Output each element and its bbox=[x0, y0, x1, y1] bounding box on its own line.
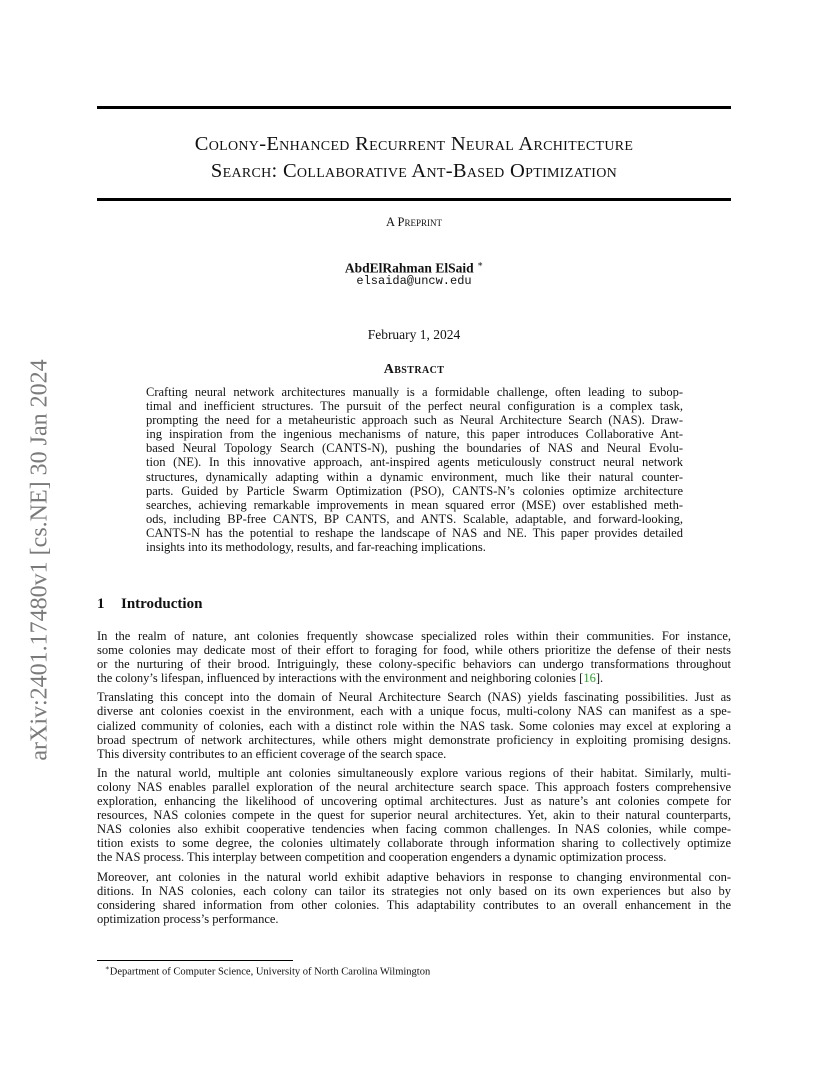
paragraph-line: diverse ant colonies coexist in the environment, each with a unique focus, multi-colony NAS can manifest as a spe- bbox=[97, 704, 731, 719]
preprint-label: A Preprint bbox=[386, 215, 442, 229]
paragraph bbox=[97, 629, 731, 685]
paragraph-line-with-citation bbox=[97, 671, 731, 685]
paragraph-line: Translating this concept into the domain of Neural Architecture Search (NAS) yields fascinating possibilities. Just as bbox=[97, 690, 731, 705]
section-number: 1 bbox=[97, 596, 105, 612]
paragraph-line: tition exists to some degree, the colonies ultimately collaborate through information sharing to collectively optimize bbox=[97, 836, 731, 851]
paragraph-line: broad spectrum of network architectures, while others might demonstrate proficiency in exploiting promising designs. bbox=[97, 732, 731, 747]
paragraph-line: In the natural world, multiple ant colonies simultaneously explore various regions of their habitat. Similarly, multi- bbox=[97, 765, 731, 780]
paragraph bbox=[97, 870, 731, 926]
abstract-line: Crafting neural network architectures manually is a formidable challenge, often leading to subop- bbox=[146, 385, 683, 399]
paragraph-line: Moreover, ant colonies in the natural world exhibit adaptive behaviors in response to changing environmental con- bbox=[97, 869, 731, 884]
title-bottom-rule bbox=[97, 198, 731, 201]
abstract-line: ing inspiration from the ingenious mechanisms of nature, this paper introduces Collaborative Ant- bbox=[146, 427, 683, 442]
citation-prefix: the colony’s lifespan, influenced by interactions with the environment and neighboring colonies [ bbox=[97, 671, 584, 686]
paper-date: February 1, 2024 bbox=[367, 327, 461, 342]
paragraph-line: NAS colonies also exhibit cooperative tendencies when facing common challenges. In NAS colonies, while compe- bbox=[97, 822, 731, 837]
citation-suffix: ]. bbox=[595, 671, 604, 686]
abstract-line: CANTS-N has the potential to reshape the landscape of NAS and NE. This paper provides detailed bbox=[146, 525, 683, 540]
section-body bbox=[97, 629, 731, 931]
paragraph-line: ditions. In NAS colonies, each colony can tailor its strategies not only based on its own experiences but also by bbox=[97, 883, 731, 898]
abstract-body bbox=[146, 385, 683, 554]
abstract-line: prompting the need for a metaheuristic approach such as Neural Architecture Search (NAS). Draw- bbox=[146, 413, 683, 428]
abstract-heading: Abstract bbox=[383, 362, 445, 377]
author-footnote-mark[interactable]: ∗ bbox=[476, 259, 484, 269]
paragraph-line: optimization process’s performance. bbox=[97, 911, 279, 926]
paragraph-line: In the realm of nature, ant colonies frequently showcase specialized roles within their communities. For instance, bbox=[97, 629, 731, 643]
paragraph-line: some colonies may dedicate most of their effort to foraging for food, while others prioritize the defense of their nests bbox=[97, 643, 731, 658]
footnote-mark: ∗ bbox=[105, 964, 110, 972]
abstract-line: searches, achieving remarkable improvements in mean squared error (MSE) over established meth- bbox=[146, 497, 683, 512]
paragraph-line: exploration, enhancing the likelihood of uncovering optimal architectures. Just as nature’s ant colonies compete for bbox=[97, 794, 731, 809]
paragraph-line: considering shared information from other colonies. This adaptability contributes to an overall enhancement in the bbox=[97, 897, 731, 912]
author-email[interactable]: elsaida@uncw.edu bbox=[356, 274, 472, 288]
footnote-rule bbox=[97, 960, 293, 961]
section-heading bbox=[97, 596, 731, 613]
paragraph-line: This diversity contributes to an efficient coverage of the search space. bbox=[97, 746, 447, 761]
paragraph-line: the NAS process. This interplay between competition and cooperation engenders a dynamic optimization process. bbox=[97, 850, 667, 865]
section-title: Introduction bbox=[121, 596, 203, 612]
abstract-line: tion (NE). In this innovative approach, ant-inspired agents meticulously construct neural network bbox=[146, 455, 683, 470]
arxiv-stamp: arXiv:2401.17480v1 [cs.NE] 30 Jan 2024 bbox=[26, 359, 53, 761]
abstract-line: ods, including BP-free CANTS, BP CANTS, and ANTS. Scalable, adaptable, and forward-looking, bbox=[146, 511, 683, 526]
citation-link[interactable]: 16 bbox=[583, 671, 596, 686]
footnote bbox=[105, 964, 430, 978]
footnote-text: Department of Computer Science, University of North Carolina Wilmington bbox=[109, 966, 431, 978]
paper-title bbox=[97, 131, 731, 185]
paragraph-line: or the nurturing of their brood. Intriguingly, these colony-specific behaviors can undergo transformations throughout bbox=[97, 657, 731, 672]
author-name: AbdElRahman ElSaid bbox=[344, 260, 474, 276]
title-line: Colony-Enhanced Recurrent Neural Architecture bbox=[194, 133, 634, 155]
abstract-line: parts. Guided by Particle Swarm Optimization (PSO), CANTS-N’s colonies optimize architecture bbox=[146, 483, 683, 498]
abstract-line: based Neural Topology Search (CANTS-N), pushing the boundaries of NAS and Neural Evolu- bbox=[146, 441, 683, 456]
abstract-line: insights into its methodology, results, and far-reaching implications. bbox=[146, 540, 486, 555]
paragraph-line: cialized community of colonies, each with a distinct role within the NAS task. Some colonies may excel at exploring a bbox=[97, 718, 731, 733]
paragraph-line: resources, NAS colonies compete in the quest for superior neural architectures. Yet, akin to their natural counterparts, bbox=[97, 808, 731, 823]
paragraph-line: colony NAS enables parallel exploration of the neural architecture search space. This approach fosters comprehensive bbox=[97, 779, 731, 794]
abstract-line: timal and inefficient structures. The pursuit of the perfect neural configuration is a complex task, bbox=[146, 399, 683, 414]
abstract-line: structures, dynamically adapting within a dynamic environment, much like their natural counter- bbox=[146, 469, 683, 484]
paragraph bbox=[97, 690, 731, 760]
title-top-rule bbox=[97, 106, 731, 109]
title-line: Search: Collaborative Ant-Based Optimization bbox=[210, 160, 618, 182]
paragraph bbox=[97, 766, 731, 865]
